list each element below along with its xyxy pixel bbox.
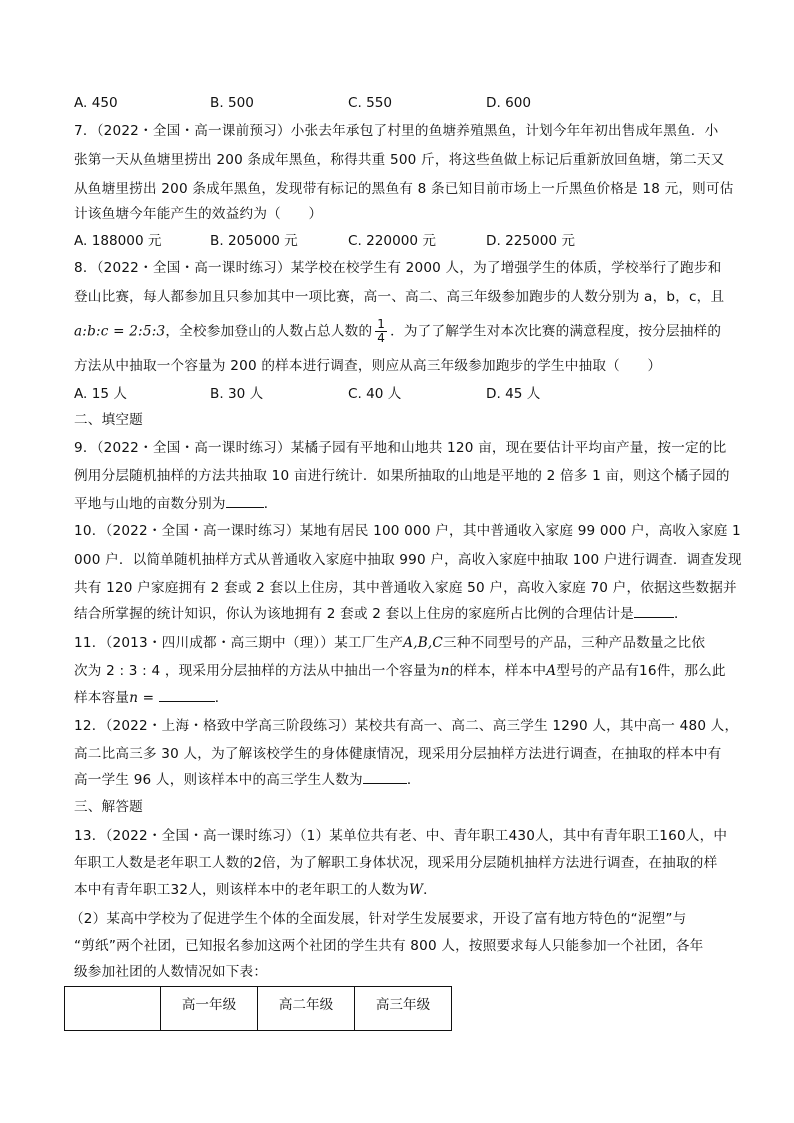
q8-ratio: a:b:c = 2:5:3 [74, 323, 166, 340]
q9-line3-text: 平地与山地的亩数分别为 [74, 496, 226, 512]
club-participation-table [64, 986, 452, 1031]
q8-line: 8．（2022・全国・高一课时练习）某学校在校学生有 2000 人，为了增强学生的体质，学校举行了跑步和 [74, 260, 722, 276]
q10-line: 10．（2022・全国・高一课时练习）某地有居民 100 000 户，其中普通收入家庭 99 000 户，高收入家庭 1 [74, 523, 741, 539]
table-header-cell: 高一年级 [161, 987, 258, 1031]
q6-option-b: B. 500 [210, 95, 254, 111]
q11-text: 型号的产品有16件，那么此 [556, 663, 726, 679]
q7-line: 从鱼塘里捞出 200 条成年黑鱼，发现带有标记的黑鱼有 8 条已知目前市场上一斤黑鱼价格是 18 元，则可估 [74, 181, 734, 197]
q8-line3-end: ．为了了解学生对本次比赛的满意程度，按分层抽样的 [390, 323, 722, 340]
q13-line: 13．（2022・全国・高一课时练习）（1）某单位共有老、中、青年职工430人，其中有青年职工160人，中 [74, 828, 728, 844]
q8-line: 方法从中抽取一个容量为 200 的样本进行调查，则应从高三年级参加跑步的学生中抽取（ ） [74, 358, 662, 374]
q8-option-a: A. 15 人 [74, 386, 127, 402]
q10-line [74, 604, 724, 624]
q7-line: 计该鱼塘今年能产生的效益约为（ ） [74, 206, 323, 222]
q13-text: 本中有青年职工32人，则该样本中的老年职工的人数为 [74, 882, 409, 898]
q11-text: 的样本，样本中 [449, 663, 547, 679]
q6-option-c: C. 550 [348, 95, 393, 111]
q13-part2-line: 级参加社团的人数情况如下表： [74, 964, 268, 980]
q11-n: n [129, 690, 139, 706]
q9-end: ． [263, 496, 278, 512]
q7-line: 张第一天从鱼塘里捞出 200 条成年黑鱼，称得共重 500 斤，将这些鱼做上标记后重新放回鱼塘，第二天又 [74, 152, 725, 168]
answer-blank[interactable] [159, 688, 215, 702]
q10-end: ． [673, 606, 688, 622]
q9-line: 例用分层随机抽样的方法共抽取 10 亩进行统计．如果所抽取的山地是平地的 2 倍多 1 亩，则这个橘子园的 [74, 468, 730, 484]
fraction-numerator: 1 [377, 317, 386, 331]
q8-option-d: D. 45 人 [486, 386, 541, 402]
fraction-denominator: 4 [377, 331, 386, 345]
q12-end: ． [406, 772, 421, 788]
answer-blank[interactable] [226, 494, 264, 508]
q12-line [74, 770, 724, 790]
q11-n: n [440, 663, 450, 679]
q10-line: 000 户．以简单随机抽样方式从普通收入家庭中抽取 990 户，高收入家庭中抽取 100 户进行调查．调查发现 [74, 552, 742, 568]
q13-end: ． [423, 882, 437, 898]
table-header-cell [65, 987, 161, 1031]
q8-option-b: B. 30 人 [210, 386, 264, 402]
answer-blank[interactable] [363, 770, 407, 784]
q11-line [74, 661, 724, 681]
q11-text: 三种不同型号的产品，三种产品数量之比依 [443, 635, 706, 651]
q12-line: 12．（2022・上海・格致中学高三阶段练习）某校共有高一、高二、高三学生 1290 人，其中高一 480 人， [74, 718, 739, 734]
q11-text: 11．（2013・四川成都・高三期中（理））某工厂生产 [74, 635, 404, 651]
q7-option-c: C. 220000 元 [348, 233, 436, 249]
q7-option-a: A. 188000 元 [74, 233, 162, 249]
section-heading-fill-in: 二、填空题 [74, 412, 143, 428]
table-row [65, 987, 452, 1031]
q11-eq: = [138, 690, 159, 706]
q9-line: 9．（2022・全国・高一课时练习）某橘子园有平地和山地共 120 亩，现在要估计平均亩产量，按一定的比 [74, 440, 727, 456]
q6-option-d: D. 600 [486, 95, 532, 111]
q11-line [74, 688, 724, 708]
q11-text: 样本容量 [74, 690, 130, 706]
q7-line: 7．（2022・全国・高一课前预习）小张去年承包了村里的鱼塘养殖黑鱼，计划今年年初出售成年黑鱼．小 [74, 123, 719, 139]
q12-line: 高二比高三多 30 人，为了解该校学生的身体健康情况，现采用分层抽样方法进行调查，在抽取的样本中有 [74, 746, 722, 762]
q10-line4-text: 结合所掌握的统计知识，你认为该地拥有 2 套或 2 套以上住房的家庭所占比例的合理估计是 [74, 606, 634, 622]
answer-blank[interactable] [634, 604, 674, 618]
q13-line: 年职工人数是老年职工人数的2倍，为了解职工身体状况，现采用分层随机抽样方法进行调查，在抽取的样 [74, 855, 718, 871]
section-heading-solutions: 三、解答题 [74, 799, 143, 815]
q7-option-b: B. 205000 元 [210, 233, 298, 249]
q11-A: A [546, 663, 557, 679]
q13-part2-line: （2）某高中学校为了促进学生个体的全面发展，针对学生发展要求，开设了富有地方特色的“泥塑”与 [70, 911, 687, 927]
q11-text: 次为 2 : 3 : 4 ，现采用分层抽样的方法从中抽出一个容量为 [74, 663, 441, 679]
q7-option-d: D. 225000 元 [486, 233, 575, 249]
q11-line [74, 633, 724, 653]
q8-line: 登山比赛，每人都参加且只参加其中一项比赛，高一、高二、高三年级参加跑步的人数分别为 a，b，c，且 [74, 289, 725, 305]
fraction-one-quarter [375, 318, 387, 345]
q8-option-c: C. 40 人 [348, 386, 402, 402]
q8-line3-mid: ，全校参加登山的人数占总人数的 [165, 323, 373, 340]
q10-line: 共有 120 户家庭拥有 2 套或 2 套以上住房，其中普通收入家庭 50 户，高收入家庭 70 户，依据这些数据并 [74, 580, 737, 596]
q13-part2-line: “剪纸”两个社团，已知报名参加这两个社团的学生共有 800 人，按照要求每人只能参加一个社团，各年 [74, 938, 704, 954]
q9-line [74, 494, 724, 514]
q8-line [74, 318, 724, 345]
q11-abc: A,B,C [403, 635, 444, 651]
q12-line3-text: 高一学生 96 人，则该样本中的高三学生人数为 [74, 772, 363, 788]
q13-line [74, 880, 724, 900]
q6-option-a: A. 450 [74, 95, 118, 111]
q11-end: ． [214, 690, 229, 706]
table-header-cell: 高二年级 [258, 987, 355, 1031]
table-header-cell: 高三年级 [355, 987, 452, 1031]
q13-W: W [408, 882, 424, 898]
